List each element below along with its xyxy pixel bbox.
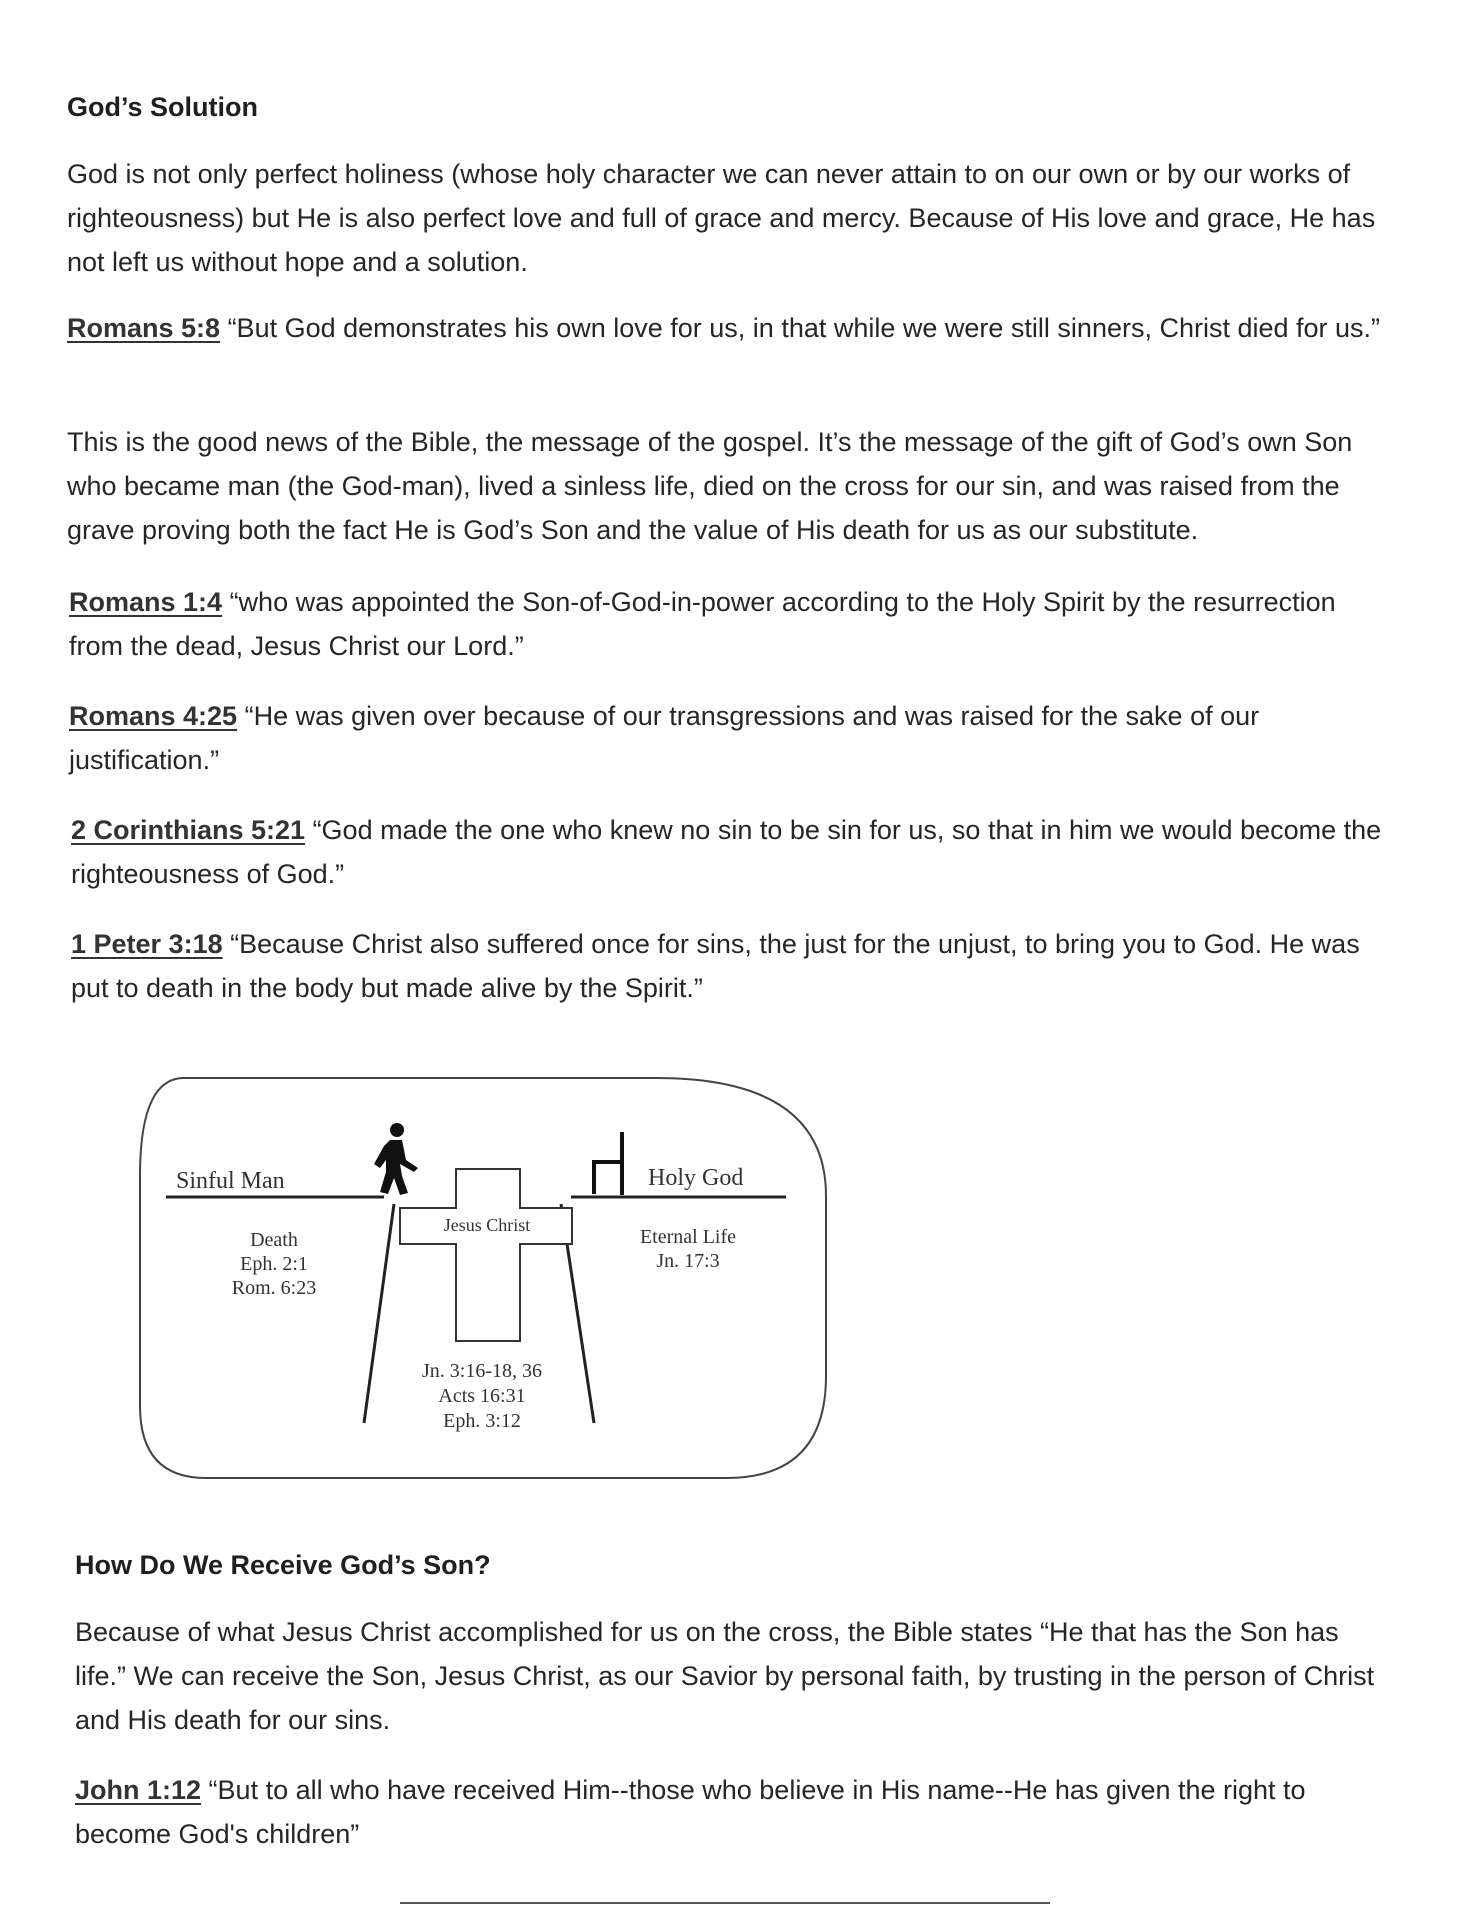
verse-romans-4-25 xyxy=(69,694,1389,782)
verse-text: “But to all who have received Him--those who believe in His name--He has given the right to become God's children” xyxy=(75,1775,1306,1849)
verse-reference: John 1:12 xyxy=(75,1775,202,1805)
bottom-line-1: Jn. 3:16-18, 36 xyxy=(422,1360,542,1382)
verse-romans-5-8 xyxy=(67,306,1387,350)
section-heading-solution: God’s Solution xyxy=(67,92,258,122)
verse-john-1-12 xyxy=(75,1768,1395,1856)
section-heading-receive: How Do We Receive God’s Son? xyxy=(75,1550,491,1580)
verse-2-corinthians-5-21 xyxy=(71,808,1391,896)
verse-reference: 1 Peter 3:18 xyxy=(71,929,223,959)
receive-paragraph: Because of what Jesus Christ accomplished for us on the cross, the Bible states “He that has the Son has life.” We can receive the Son, Jesus Christ, as our Savior by personal faith, by trusting in the person of Christ and His death for our sins. xyxy=(75,1617,1375,1735)
verse-text: “Because Christ also suffered once for sins, the just for the unjust, to bring you to God. He was put to death in the body but made alive by the Spirit.” xyxy=(71,929,1360,1003)
verse-text: “who was appointed the Son-of-God-in-power according to the Holy Spirit by the resurrection from the dead, Jesus Christ our Lord.” xyxy=(69,587,1336,661)
bridge-diagram-svg xyxy=(136,1076,830,1482)
walking-man-icon xyxy=(374,1123,418,1195)
verse-reference: Romans 5:8 xyxy=(67,313,221,343)
intro-paragraph: God is not only perfect holiness (whose holy character we can never attain to on our own or by our works of righteousness) but He is also perfect love and full of grace and mercy. Because of His love and grace, He has not left us without hope and a solution. xyxy=(67,159,1376,277)
verse-1-peter-3-18 xyxy=(71,922,1391,1010)
verse-reference: Romans 1:4 xyxy=(69,587,223,617)
gospel-paragraph: This is the good news of the Bible, the message of the gospel. It’s the message of the gift of God’s own Son who became man (the God-man), lived a sinless life, died on the cross for our sin, and was raised from the grave proving both the fact He is God’s Son and the value of His death for us as our substitute. xyxy=(67,427,1353,545)
cross-shape xyxy=(400,1169,572,1341)
left-line-3: Rom. 6:23 xyxy=(231,1277,317,1299)
bottom-line-3: Eph. 3:12 xyxy=(443,1410,521,1432)
left-line-2: Eph. 2:1 xyxy=(240,1253,308,1275)
verse-reference: Romans 4:25 xyxy=(69,701,238,731)
left-chasm-edge xyxy=(364,1204,394,1423)
chair-icon xyxy=(594,1132,622,1195)
right-line-2: Jn. 17:3 xyxy=(656,1250,720,1272)
verse-text: “God made the one who knew no sin to be sin for us, so that in him we would become the righteousness of God.” xyxy=(71,815,1382,889)
sinful-man-label: Sinful Man xyxy=(176,1168,285,1194)
bottom-divider xyxy=(400,1902,1050,1904)
bottom-line-2: Acts 16:31 xyxy=(438,1385,526,1407)
verse-reference: 2 Corinthians 5:21 xyxy=(71,815,306,845)
verse-text: “But God demonstrates his own love for us, in that while we were still sinners, Christ died for us.” xyxy=(220,313,1381,343)
holy-god-label: Holy God xyxy=(648,1165,744,1191)
left-line-1: Death xyxy=(250,1229,298,1251)
bridge-diagram xyxy=(136,1076,830,1482)
verse-text: “He was given over because of our transgressions and was raised for the sake of our justification.” xyxy=(69,701,1260,775)
jesus-christ-label: Jesus Christ xyxy=(443,1215,531,1235)
verse-romans-1-4 xyxy=(69,580,1389,668)
right-line-1: Eternal Life xyxy=(639,1226,737,1248)
